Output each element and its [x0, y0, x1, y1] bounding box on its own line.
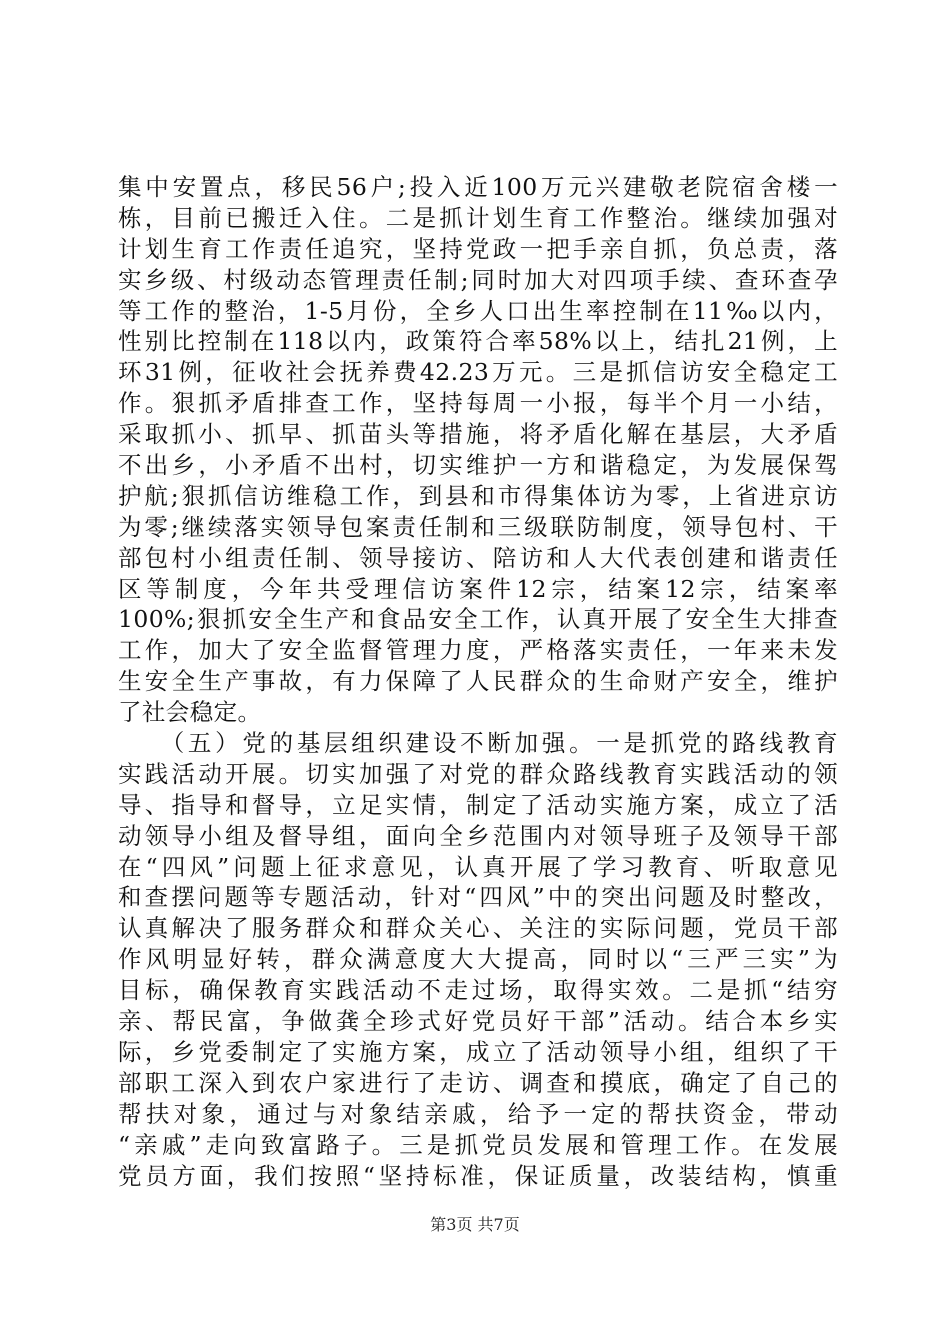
text-line: 性别比控制在118以内，政策符合率58%以上，结扎21例，上	[118, 327, 838, 356]
text-line: 实践活动开展。切实加强了对党的群众路线教育实践活动的领	[118, 759, 838, 788]
page-footer	[0, 1215, 950, 1235]
text-line: 不出乡，小矛盾不出村，切实维护一方和谐稳定，为发展保驾	[118, 451, 838, 480]
text-line: 部职工深入到农户家进行了走访、调查和摸底，确定了自己的	[118, 1068, 838, 1097]
text-line-paragraph-end: 了社会稳定。	[118, 698, 262, 727]
text-line: 动领导小组及督导组，面向全乡范围内对领导班子及领导干部	[118, 821, 838, 850]
text-line: 栋，目前已搬迁入住。二是抓计划生育工作整治。继续加强对	[118, 203, 838, 232]
text-line: 为零;继续落实领导包案责任制和三级联防制度，领导包村、干	[118, 512, 838, 541]
text-line: 计划生育工作责任追究，坚持党政一把手亲自抓，负总责，落	[118, 234, 838, 263]
text-line: 际，乡党委制定了实施方案，成立了活动领导小组，组织了干	[118, 1037, 838, 1066]
page-number: 第3页 共7页	[430, 1215, 520, 1234]
text-line: 认真解决了服务群众和群众关心、关注的实际问题，党员干部	[118, 914, 838, 943]
body-text	[118, 172, 838, 1191]
text-line: 等工作的整治，1-5月份，全乡人口出生率控制在11‰以内，	[118, 296, 838, 325]
text-line: 采取抓小、抓早、抓苗头等措施，将矛盾化解在基层，大矛盾	[118, 420, 838, 449]
text-line: 和查摆问题等专题活动，针对“四风”中的突出问题及时整改，	[118, 883, 838, 912]
text-line: “亲戚”走向致富路子。三是抓党员发展和管理工作。在发展	[118, 1130, 838, 1159]
text-line: 部包村小组责任制、领导接访、陪访和人大代表创建和谐责任	[118, 543, 838, 572]
text-line: 在“四风”问题上征求意见，认真开展了学习教育、听取意见	[118, 852, 838, 881]
text-line: 作风明显好转，群众满意度大大提高，同时以“三严三实”为	[118, 945, 838, 974]
text-line: 工作，加大了安全监督管理力度，严格落实责任，一年来未发	[118, 636, 838, 665]
text-line: 导、指导和督导，立足实情，制定了活动实施方案，成立了活	[118, 790, 838, 819]
text-line: 环31例，征收社会抚养费42.23万元。三是抓信访安全稳定工	[118, 358, 838, 387]
text-line: 实乡级、村级动态管理责任制;同时加大对四项手续、查环查孕	[118, 265, 838, 294]
text-line: 目标，确保教育实践活动不走过场，取得实效。二是抓“结穷	[118, 976, 838, 1005]
text-line: 护航;狠抓信访维稳工作，到县和市得集体访为零，上省进京访	[118, 481, 838, 510]
text-line: 帮扶对象，通过与对象结亲戚，给予一定的帮扶资金，带动	[118, 1099, 838, 1128]
text-line-paragraph-start: （五）党的基层组织建设不断加强。一是抓党的路线教育	[118, 729, 838, 758]
text-line: 生安全生产事故，有力保障了人民群众的生命财产安全，维护	[118, 667, 838, 696]
text-line: 亲、帮民富，争做龚全珍式好党员好干部”活动。结合本乡实	[118, 1007, 838, 1036]
text-line: 集中安置点，移民56户;投入近100万元兴建敬老院宿舍楼一	[118, 173, 838, 201]
text-line: 100%;狠抓安全生产和食品安全工作，认真开展了安全生大排查	[118, 605, 838, 634]
text-line: 党员方面，我们按照“坚持标准，保证质量，改装结构，慎重	[118, 1161, 838, 1190]
text-line: 作。狠抓矛盾排查工作，坚持每周一小报，每半个月一小结，	[118, 389, 838, 418]
text-line: 区等制度，今年共受理信访案件12宗，结案12宗，结案率	[118, 574, 838, 603]
